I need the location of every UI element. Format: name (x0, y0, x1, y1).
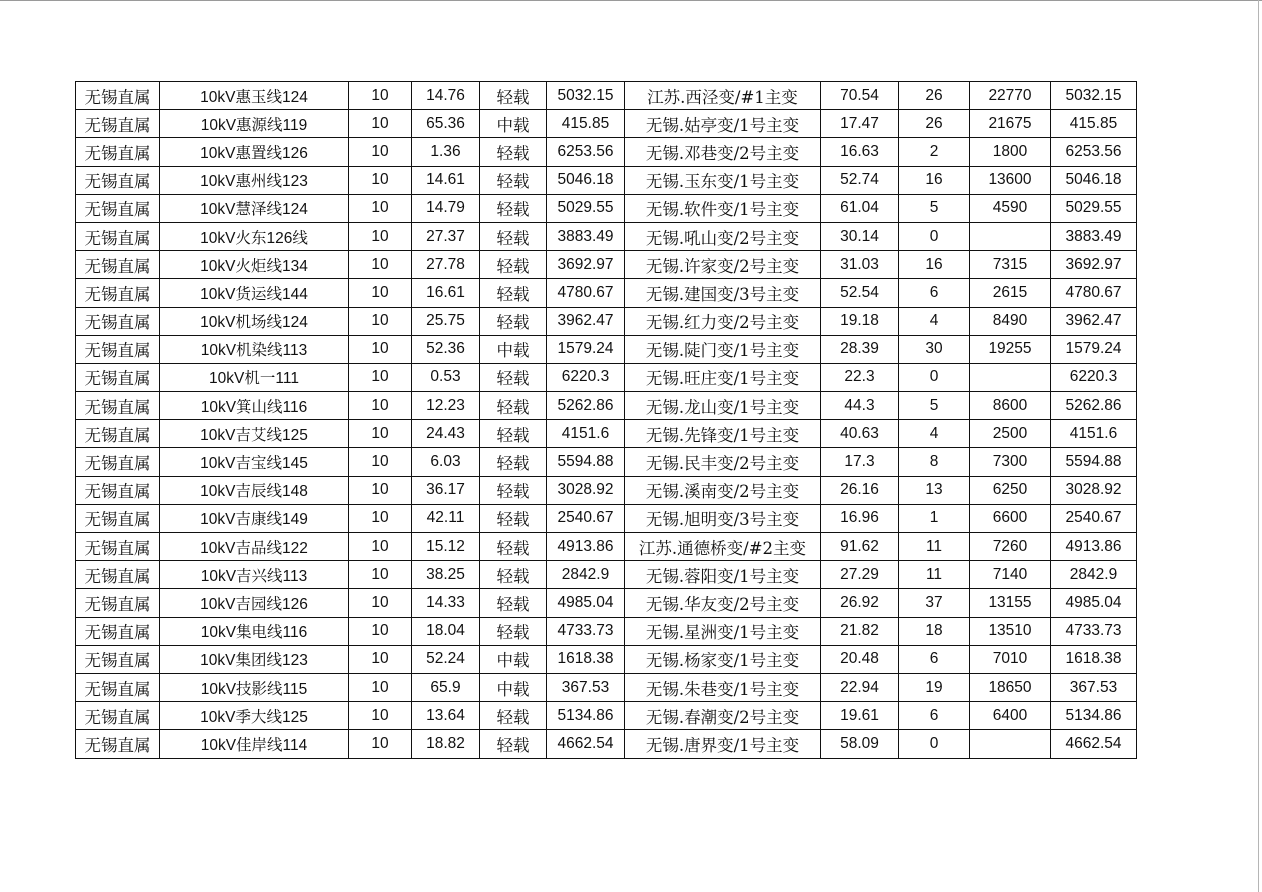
available-capacity-cell: 4985.04 (1051, 589, 1137, 617)
transformer-load-cell: 17.3 (821, 448, 899, 476)
load-status-cell: 轻载 (480, 730, 547, 758)
transformer-load-cell: 16.63 (821, 138, 899, 166)
transformer-cell: 无锡.建国变/3号主变 (625, 279, 821, 307)
company-cell: 无锡直属 (76, 617, 160, 645)
load-rate-cell: 6.03 (412, 448, 480, 476)
load-rate-cell: 14.61 (412, 166, 480, 194)
load-status-cell: 轻载 (480, 476, 547, 504)
company-cell: 无锡直属 (76, 533, 160, 561)
voltage-cell: 10 (349, 617, 412, 645)
company-cell: 无锡直属 (76, 363, 160, 391)
table-row (76, 673, 1137, 701)
voltage-cell: 10 (349, 82, 412, 110)
capacity-cell: 3962.47 (547, 307, 625, 335)
table-body (76, 82, 1137, 759)
station-count-cell: 4 (899, 307, 970, 335)
company-cell: 无锡直属 (76, 476, 160, 504)
voltage-cell: 10 (349, 138, 412, 166)
feeder-name-cell: 10kV吉辰线148 (160, 476, 349, 504)
transformer-load-cell: 16.96 (821, 504, 899, 532)
table-row (76, 504, 1137, 532)
load-rate-cell: 36.17 (412, 476, 480, 504)
station-count-cell: 37 (899, 589, 970, 617)
table-row (76, 110, 1137, 138)
voltage-cell: 10 (349, 448, 412, 476)
available-capacity-cell: 2842.9 (1051, 561, 1137, 589)
load-status-cell: 中载 (480, 110, 547, 138)
transformer-load-cell: 52.54 (821, 279, 899, 307)
station-count-cell: 16 (899, 251, 970, 279)
total-capacity-cell: 7010 (970, 645, 1051, 673)
transformer-load-cell: 70.54 (821, 82, 899, 110)
available-capacity-cell: 2540.67 (1051, 504, 1137, 532)
capacity-cell: 415.85 (547, 110, 625, 138)
available-capacity-cell: 5046.18 (1051, 166, 1137, 194)
feeder-name-cell: 10kV吉园线126 (160, 589, 349, 617)
capacity-cell: 6253.56 (547, 138, 625, 166)
voltage-cell: 10 (349, 392, 412, 420)
table-row (76, 533, 1137, 561)
transformer-load-cell: 22.94 (821, 673, 899, 701)
load-rate-cell: 27.78 (412, 251, 480, 279)
available-capacity-cell: 3883.49 (1051, 222, 1137, 250)
transformer-cell: 无锡.华友变/2号主变 (625, 589, 821, 617)
transformer-cell: 无锡.星洲变/1号主变 (625, 617, 821, 645)
total-capacity-cell: 13155 (970, 589, 1051, 617)
transformer-cell: 无锡.民丰变/2号主变 (625, 448, 821, 476)
load-rate-cell: 18.82 (412, 730, 480, 758)
total-capacity-cell: 4590 (970, 194, 1051, 222)
available-capacity-cell: 6253.56 (1051, 138, 1137, 166)
feeder-load-table (75, 81, 1137, 759)
table-row (76, 476, 1137, 504)
capacity-cell: 367.53 (547, 673, 625, 701)
load-status-cell: 轻载 (480, 561, 547, 589)
available-capacity-cell: 4913.86 (1051, 533, 1137, 561)
company-cell: 无锡直属 (76, 138, 160, 166)
feeder-name-cell: 10kV惠置线126 (160, 138, 349, 166)
transformer-load-cell: 44.3 (821, 392, 899, 420)
company-cell: 无锡直属 (76, 222, 160, 250)
capacity-cell: 5262.86 (547, 392, 625, 420)
table-row (76, 561, 1137, 589)
transformer-cell: 无锡.先锋变/1号主变 (625, 420, 821, 448)
available-capacity-cell: 1618.38 (1051, 645, 1137, 673)
capacity-cell: 5032.15 (547, 82, 625, 110)
station-count-cell: 30 (899, 335, 970, 363)
voltage-cell: 10 (349, 561, 412, 589)
load-rate-cell: 65.9 (412, 673, 480, 701)
table-row (76, 363, 1137, 391)
voltage-cell: 10 (349, 251, 412, 279)
transformer-load-cell: 19.18 (821, 307, 899, 335)
capacity-cell: 5134.86 (547, 702, 625, 730)
load-status-cell: 轻载 (480, 392, 547, 420)
available-capacity-cell: 4780.67 (1051, 279, 1137, 307)
voltage-cell: 10 (349, 279, 412, 307)
voltage-cell: 10 (349, 363, 412, 391)
station-count-cell: 8 (899, 448, 970, 476)
load-status-cell: 轻载 (480, 420, 547, 448)
transformer-load-cell: 26.16 (821, 476, 899, 504)
total-capacity-cell: 22770 (970, 82, 1051, 110)
load-rate-cell: 38.25 (412, 561, 480, 589)
transformer-load-cell: 20.48 (821, 645, 899, 673)
transformer-load-cell: 30.14 (821, 222, 899, 250)
voltage-cell: 10 (349, 110, 412, 138)
load-rate-cell: 16.61 (412, 279, 480, 307)
load-status-cell: 轻载 (480, 82, 547, 110)
transformer-cell: 无锡.陡门变/1号主变 (625, 335, 821, 363)
company-cell: 无锡直属 (76, 194, 160, 222)
available-capacity-cell: 4733.73 (1051, 617, 1137, 645)
capacity-cell: 4662.54 (547, 730, 625, 758)
capacity-cell: 5029.55 (547, 194, 625, 222)
total-capacity-cell: 13600 (970, 166, 1051, 194)
total-capacity-cell: 7260 (970, 533, 1051, 561)
total-capacity-cell: 7315 (970, 251, 1051, 279)
company-cell: 无锡直属 (76, 702, 160, 730)
load-status-cell: 轻载 (480, 533, 547, 561)
feeder-name-cell: 10kV火东126线 (160, 222, 349, 250)
load-rate-cell: 65.36 (412, 110, 480, 138)
transformer-load-cell: 31.03 (821, 251, 899, 279)
load-status-cell: 轻载 (480, 166, 547, 194)
feeder-name-cell: 10kV机一111 (160, 363, 349, 391)
voltage-cell: 10 (349, 476, 412, 504)
transformer-load-cell: 27.29 (821, 561, 899, 589)
voltage-cell: 10 (349, 420, 412, 448)
total-capacity-cell: 6600 (970, 504, 1051, 532)
company-cell: 无锡直属 (76, 166, 160, 194)
table-row (76, 307, 1137, 335)
transformer-cell: 无锡.旺庄变/1号主变 (625, 363, 821, 391)
load-rate-cell: 1.36 (412, 138, 480, 166)
total-capacity-cell: 8600 (970, 392, 1051, 420)
voltage-cell: 10 (349, 307, 412, 335)
capacity-cell: 4780.67 (547, 279, 625, 307)
voltage-cell: 10 (349, 335, 412, 363)
transformer-cell: 江苏.西泾变/#1主变 (625, 82, 821, 110)
company-cell: 无锡直属 (76, 307, 160, 335)
load-rate-cell: 27.37 (412, 222, 480, 250)
station-count-cell: 19 (899, 673, 970, 701)
capacity-cell: 2540.67 (547, 504, 625, 532)
station-count-cell: 26 (899, 110, 970, 138)
available-capacity-cell: 5262.86 (1051, 392, 1137, 420)
capacity-cell: 3692.97 (547, 251, 625, 279)
table-row (76, 82, 1137, 110)
capacity-cell: 3883.49 (547, 222, 625, 250)
transformer-load-cell: 17.47 (821, 110, 899, 138)
load-rate-cell: 25.75 (412, 307, 480, 335)
total-capacity-cell (970, 730, 1051, 758)
station-count-cell: 6 (899, 645, 970, 673)
load-status-cell: 轻载 (480, 307, 547, 335)
load-rate-cell: 52.36 (412, 335, 480, 363)
table-row (76, 251, 1137, 279)
total-capacity-cell: 1800 (970, 138, 1051, 166)
feeder-name-cell: 10kV惠州线123 (160, 166, 349, 194)
available-capacity-cell: 4151.6 (1051, 420, 1137, 448)
feeder-name-cell: 10kV吉康线149 (160, 504, 349, 532)
capacity-cell: 4913.86 (547, 533, 625, 561)
transformer-cell: 江苏.通德桥变/#2主变 (625, 533, 821, 561)
company-cell: 无锡直属 (76, 448, 160, 476)
transformer-cell: 无锡.春潮变/2号主变 (625, 702, 821, 730)
page-top-border (0, 0, 1262, 1)
load-status-cell: 轻载 (480, 363, 547, 391)
station-count-cell: 6 (899, 279, 970, 307)
load-status-cell: 轻载 (480, 194, 547, 222)
total-capacity-cell: 2615 (970, 279, 1051, 307)
station-count-cell: 5 (899, 392, 970, 420)
feeder-name-cell: 10kV机染线113 (160, 335, 349, 363)
total-capacity-cell: 7140 (970, 561, 1051, 589)
table-row (76, 335, 1137, 363)
transformer-cell: 无锡.红力变/2号主变 (625, 307, 821, 335)
table-row (76, 589, 1137, 617)
voltage-cell: 10 (349, 222, 412, 250)
transformer-load-cell: 22.3 (821, 363, 899, 391)
table-row (76, 166, 1137, 194)
load-status-cell: 轻载 (480, 504, 547, 532)
company-cell: 无锡直属 (76, 730, 160, 758)
voltage-cell: 10 (349, 673, 412, 701)
transformer-load-cell: 40.63 (821, 420, 899, 448)
transformer-cell: 无锡.姑亭变/1号主变 (625, 110, 821, 138)
load-rate-cell: 14.79 (412, 194, 480, 222)
station-count-cell: 18 (899, 617, 970, 645)
available-capacity-cell: 5029.55 (1051, 194, 1137, 222)
load-status-cell: 轻载 (480, 702, 547, 730)
company-cell: 无锡直属 (76, 251, 160, 279)
company-cell: 无锡直属 (76, 645, 160, 673)
transformer-load-cell: 19.61 (821, 702, 899, 730)
load-status-cell: 轻载 (480, 138, 547, 166)
table-row (76, 448, 1137, 476)
table-row (76, 222, 1137, 250)
station-count-cell: 4 (899, 420, 970, 448)
company-cell: 无锡直属 (76, 110, 160, 138)
company-cell: 无锡直属 (76, 82, 160, 110)
available-capacity-cell: 367.53 (1051, 673, 1137, 701)
feeder-name-cell: 10kV吉兴线113 (160, 561, 349, 589)
station-count-cell: 0 (899, 730, 970, 758)
total-capacity-cell: 6400 (970, 702, 1051, 730)
page-right-border (1258, 0, 1259, 892)
load-rate-cell: 0.53 (412, 363, 480, 391)
load-rate-cell: 13.64 (412, 702, 480, 730)
company-cell: 无锡直属 (76, 561, 160, 589)
station-count-cell: 0 (899, 222, 970, 250)
total-capacity-cell: 6250 (970, 476, 1051, 504)
station-count-cell: 2 (899, 138, 970, 166)
station-count-cell: 13 (899, 476, 970, 504)
table-row (76, 420, 1137, 448)
transformer-cell: 无锡.唐界变/1号主变 (625, 730, 821, 758)
load-status-cell: 轻载 (480, 251, 547, 279)
capacity-cell: 4733.73 (547, 617, 625, 645)
table-row (76, 392, 1137, 420)
load-status-cell: 轻载 (480, 617, 547, 645)
transformer-load-cell: 21.82 (821, 617, 899, 645)
feeder-name-cell: 10kV季大线125 (160, 702, 349, 730)
load-rate-cell: 18.04 (412, 617, 480, 645)
capacity-cell: 3028.92 (547, 476, 625, 504)
voltage-cell: 10 (349, 645, 412, 673)
table-row (76, 702, 1137, 730)
company-cell: 无锡直属 (76, 392, 160, 420)
available-capacity-cell: 4662.54 (1051, 730, 1137, 758)
transformer-cell: 无锡.溪南变/2号主变 (625, 476, 821, 504)
total-capacity-cell (970, 222, 1051, 250)
feeder-name-cell: 10kV慧泽线124 (160, 194, 349, 222)
transformer-cell: 无锡.朱巷变/1号主变 (625, 673, 821, 701)
transformer-load-cell: 58.09 (821, 730, 899, 758)
station-count-cell: 6 (899, 702, 970, 730)
station-count-cell: 11 (899, 533, 970, 561)
table-row (76, 645, 1137, 673)
voltage-cell: 10 (349, 194, 412, 222)
capacity-cell: 4151.6 (547, 420, 625, 448)
load-status-cell: 轻载 (480, 448, 547, 476)
available-capacity-cell: 5594.88 (1051, 448, 1137, 476)
table-row (76, 279, 1137, 307)
transformer-cell: 无锡.邓巷变/2号主变 (625, 138, 821, 166)
load-rate-cell: 14.33 (412, 589, 480, 617)
company-cell: 无锡直属 (76, 673, 160, 701)
station-count-cell: 5 (899, 194, 970, 222)
station-count-cell: 1 (899, 504, 970, 532)
total-capacity-cell: 13510 (970, 617, 1051, 645)
transformer-load-cell: 28.39 (821, 335, 899, 363)
total-capacity-cell (970, 363, 1051, 391)
load-status-cell: 中载 (480, 335, 547, 363)
total-capacity-cell: 2500 (970, 420, 1051, 448)
available-capacity-cell: 3692.97 (1051, 251, 1137, 279)
company-cell: 无锡直属 (76, 420, 160, 448)
transformer-load-cell: 52.74 (821, 166, 899, 194)
total-capacity-cell: 7300 (970, 448, 1051, 476)
capacity-cell: 5594.88 (547, 448, 625, 476)
available-capacity-cell: 5032.15 (1051, 82, 1137, 110)
feeder-name-cell: 10kV惠源线119 (160, 110, 349, 138)
capacity-cell: 1579.24 (547, 335, 625, 363)
feeder-name-cell: 10kV惠玉线124 (160, 82, 349, 110)
voltage-cell: 10 (349, 702, 412, 730)
load-status-cell: 轻载 (480, 589, 547, 617)
table-row (76, 730, 1137, 758)
feeder-name-cell: 10kV吉宝线145 (160, 448, 349, 476)
feeder-name-cell: 10kV技影线115 (160, 673, 349, 701)
transformer-cell: 无锡.吼山变/2号主变 (625, 222, 821, 250)
capacity-cell: 6220.3 (547, 363, 625, 391)
table-row (76, 617, 1137, 645)
load-rate-cell: 12.23 (412, 392, 480, 420)
transformer-cell: 无锡.蓉阳变/1号主变 (625, 561, 821, 589)
voltage-cell: 10 (349, 589, 412, 617)
load-status-cell: 中载 (480, 673, 547, 701)
transformer-cell: 无锡.玉东变/1号主变 (625, 166, 821, 194)
load-rate-cell: 24.43 (412, 420, 480, 448)
available-capacity-cell: 3028.92 (1051, 476, 1137, 504)
station-count-cell: 0 (899, 363, 970, 391)
available-capacity-cell: 6220.3 (1051, 363, 1137, 391)
transformer-load-cell: 91.62 (821, 533, 899, 561)
company-cell: 无锡直属 (76, 504, 160, 532)
available-capacity-cell: 1579.24 (1051, 335, 1137, 363)
voltage-cell: 10 (349, 730, 412, 758)
load-rate-cell: 42.11 (412, 504, 480, 532)
station-count-cell: 16 (899, 166, 970, 194)
capacity-cell: 5046.18 (547, 166, 625, 194)
load-rate-cell: 52.24 (412, 645, 480, 673)
total-capacity-cell: 19255 (970, 335, 1051, 363)
transformer-cell: 无锡.龙山变/1号主变 (625, 392, 821, 420)
load-status-cell: 轻载 (480, 222, 547, 250)
table-row (76, 138, 1137, 166)
feeder-name-cell: 10kV集电线116 (160, 617, 349, 645)
transformer-cell: 无锡.软件变/1号主变 (625, 194, 821, 222)
voltage-cell: 10 (349, 166, 412, 194)
capacity-cell: 1618.38 (547, 645, 625, 673)
feeder-name-cell: 10kV箕山线116 (160, 392, 349, 420)
company-cell: 无锡直属 (76, 589, 160, 617)
total-capacity-cell: 18650 (970, 673, 1051, 701)
transformer-load-cell: 26.92 (821, 589, 899, 617)
feeder-name-cell: 10kV佳岸线114 (160, 730, 349, 758)
load-status-cell: 中载 (480, 645, 547, 673)
feeder-name-cell: 10kV吉艾线125 (160, 420, 349, 448)
company-cell: 无锡直属 (76, 279, 160, 307)
feeder-name-cell: 10kV集团线123 (160, 645, 349, 673)
feeder-name-cell: 10kV货运线144 (160, 279, 349, 307)
transformer-cell: 无锡.许家变/2号主变 (625, 251, 821, 279)
load-status-cell: 轻载 (480, 279, 547, 307)
company-cell: 无锡直属 (76, 335, 160, 363)
capacity-cell: 2842.9 (547, 561, 625, 589)
voltage-cell: 10 (349, 533, 412, 561)
feeder-name-cell: 10kV火炬线134 (160, 251, 349, 279)
transformer-cell: 无锡.旭明变/3号主变 (625, 504, 821, 532)
load-rate-cell: 14.76 (412, 82, 480, 110)
feeder-name-cell: 10kV吉品线122 (160, 533, 349, 561)
station-count-cell: 26 (899, 82, 970, 110)
transformer-load-cell: 61.04 (821, 194, 899, 222)
voltage-cell: 10 (349, 504, 412, 532)
transformer-cell: 无锡.杨家变/1号主变 (625, 645, 821, 673)
station-count-cell: 11 (899, 561, 970, 589)
table-row (76, 194, 1137, 222)
total-capacity-cell: 8490 (970, 307, 1051, 335)
available-capacity-cell: 3962.47 (1051, 307, 1137, 335)
available-capacity-cell: 5134.86 (1051, 702, 1137, 730)
load-rate-cell: 15.12 (412, 533, 480, 561)
capacity-cell: 4985.04 (547, 589, 625, 617)
available-capacity-cell: 415.85 (1051, 110, 1137, 138)
feeder-name-cell: 10kV机场线124 (160, 307, 349, 335)
total-capacity-cell: 21675 (970, 110, 1051, 138)
